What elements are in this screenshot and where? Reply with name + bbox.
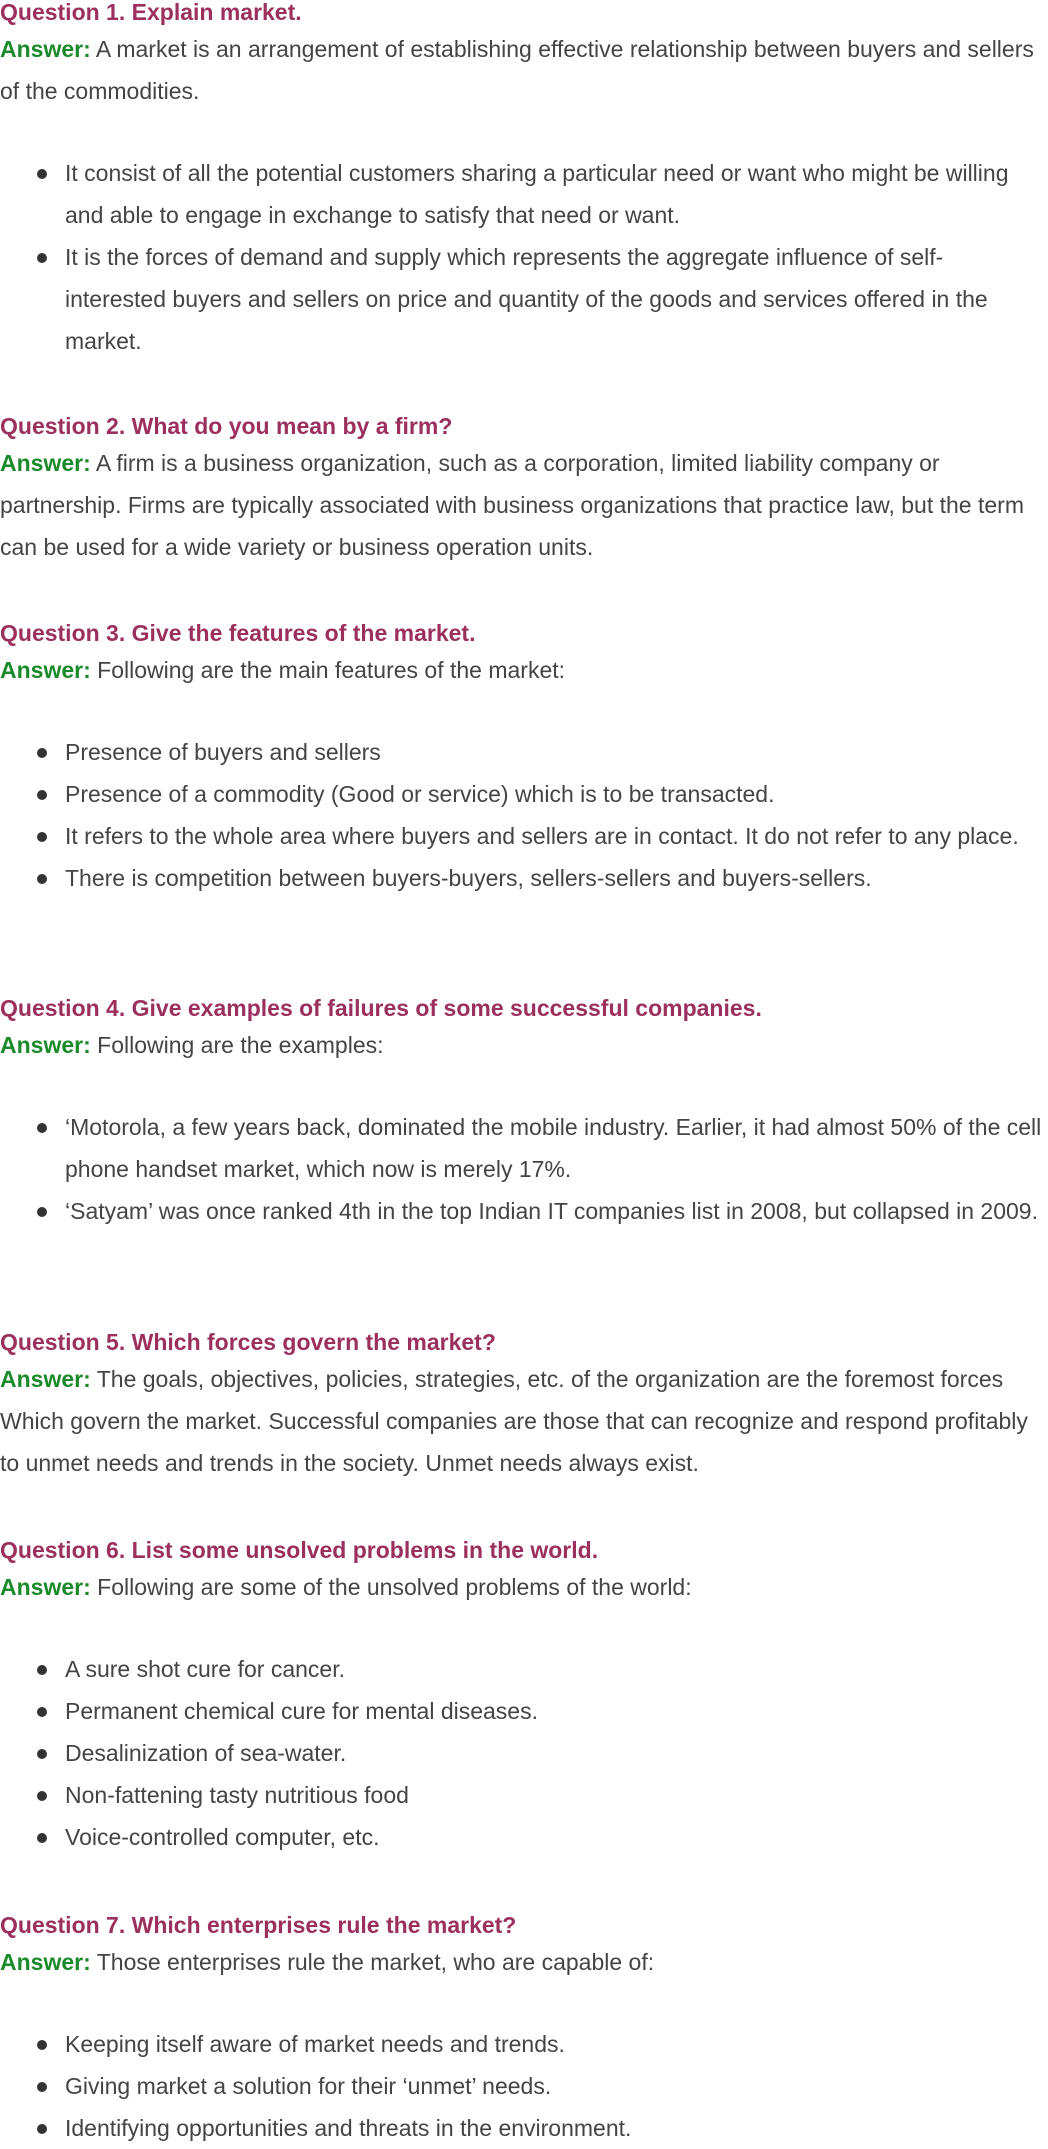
list-item (0, 1816, 1048, 1858)
list-item (0, 773, 1048, 815)
list-item (0, 2023, 1048, 2065)
list-item (0, 1190, 1048, 1232)
list-item-text: Identifying opportunities and threats in the environment. (65, 2115, 632, 2141)
answer-text: A firm is a business organization, such as a corporation, limited liability company or partnership. Firms are typically associated with business organizations that practice law, but the term can be used for a wide variety or business operation units. (0, 450, 1024, 560)
bullet-list (0, 2023, 1048, 2149)
answer-paragraph (0, 28, 1048, 112)
answer-paragraph (0, 1941, 1048, 1983)
question-heading: Question 4. Give examples of failures of some successful companies. (0, 995, 762, 1021)
answer-text: Following are the examples: (90, 1032, 384, 1058)
bullet-icon (37, 169, 47, 179)
bullet-list (0, 152, 1048, 362)
list-item (0, 2065, 1048, 2107)
bullet-list (0, 1648, 1048, 1858)
list-item-text: ‘Satyam’ was once ranked 4th in the top Indian IT companies list in 2008, but collapsed in 2009. (65, 1198, 1038, 1224)
answer-text: A market is an arrangement of establishing effective relationship between buyers and sellers of the commodities. (0, 36, 1034, 104)
qa-block-7 (0, 1909, 1048, 2149)
list-item-text: Voice-controlled computer, etc. (65, 1824, 380, 1850)
list-item-text: ‘Motorola, a few years back, dominated the mobile industry. Earlier, it had almost 50% of the cell phone handset market, which now is merely 17%. (65, 1114, 1042, 1182)
list-item (0, 1648, 1048, 1690)
answer-label: Answer: (0, 657, 91, 683)
qa-block-5 (0, 1326, 1048, 1484)
list-item (0, 152, 1048, 236)
list-item-text: A sure shot cure for cancer. (65, 1656, 345, 1682)
answer-text: Following are the main features of the market: (90, 657, 566, 683)
question-heading: Question 1. Explain market. (0, 0, 302, 25)
list-item-text: Desalinization of sea-water. (65, 1740, 347, 1766)
list-item-text: Presence of a commodity (Good or service) which is to be transacted. (65, 781, 775, 807)
list-item-text: Giving market a solution for their ‘unmet’ needs. (65, 2073, 552, 2099)
bullet-icon (37, 1123, 47, 1133)
list-item-text: It refers to the whole area where buyers and sellers are in contact. It do not refer to any place. (65, 823, 1019, 849)
list-item (0, 1732, 1048, 1774)
question-heading: Question 5. Which forces govern the market? (0, 1329, 496, 1355)
qa-block-2 (0, 410, 1048, 568)
list-item-text: It is the forces of demand and supply which represents the aggregate influence of self-interested buyers and sellers on price and quantity of the goods and services offered in the market. (65, 244, 988, 354)
list-item-text: Keeping itself aware of market needs and trends. (65, 2031, 565, 2057)
bullet-icon (37, 832, 47, 842)
list-item (0, 1106, 1048, 1190)
bullet-icon (37, 748, 47, 758)
bullet-icon (37, 2082, 47, 2092)
list-item-text: Permanent chemical cure for mental diseases. (65, 1698, 538, 1724)
question-heading: Question 6. List some unsolved problems in the world. (0, 1537, 599, 1563)
answer-paragraph (0, 442, 1048, 568)
bullet-icon (37, 1707, 47, 1717)
answer-label: Answer: (0, 1574, 91, 1600)
list-item (0, 731, 1048, 773)
list-item (0, 2107, 1048, 2149)
qa-block-1 (0, 0, 1048, 362)
bullet-icon (37, 1749, 47, 1759)
list-item-text: Non-fattening tasty nutritious food (65, 1782, 409, 1808)
bullet-icon (37, 1833, 47, 1843)
question-heading: Question 2. What do you mean by a firm? (0, 413, 453, 439)
answer-label: Answer: (0, 1949, 91, 1975)
answer-text: The goals, objectives, policies, strategies, etc. of the organization are the foremost forces Which govern the market. Successful companies are those that can recognize and respond profitably to unmet needs and trends in the society. Unmet needs always exist. (0, 1366, 1028, 1476)
bullet-icon (37, 874, 47, 884)
list-item-text: There is competition between buyers-buyers, sellers-sellers and buyers-sellers. (65, 865, 872, 891)
list-item (0, 1690, 1048, 1732)
bullet-icon (37, 2040, 47, 2050)
bullet-list (0, 1106, 1048, 1232)
list-item (0, 857, 1048, 899)
question-heading: Question 3. Give the features of the market. (0, 620, 476, 646)
list-item-text: Presence of buyers and sellers (65, 739, 381, 765)
qa-block-6 (0, 1534, 1048, 1858)
bullet-icon (37, 790, 47, 800)
question-heading: Question 7. Which enterprises rule the market? (0, 1912, 517, 1938)
answer-paragraph (0, 1358, 1048, 1484)
answer-text: Those enterprises rule the market, who are capable of: (90, 1949, 655, 1975)
answer-paragraph (0, 1566, 1048, 1608)
bullet-icon (37, 1791, 47, 1801)
qa-block-3 (0, 617, 1048, 899)
answer-label: Answer: (0, 1366, 91, 1392)
list-item-text: It consist of all the potential customers sharing a particular need or want who might be willing and able to engage in exchange to satisfy that need or want. (65, 160, 1009, 228)
bullet-icon (37, 253, 47, 263)
bullet-icon (37, 1207, 47, 1217)
answer-paragraph (0, 1024, 1048, 1066)
answer-paragraph (0, 649, 1048, 691)
answer-text: Following are some of the unsolved problems of the world: (90, 1574, 692, 1600)
answer-label: Answer: (0, 36, 91, 62)
answer-label: Answer: (0, 1032, 91, 1058)
qa-block-4 (0, 992, 1048, 1232)
bullet-list (0, 731, 1048, 899)
list-item (0, 236, 1048, 362)
bullet-icon (37, 2124, 47, 2134)
list-item (0, 815, 1048, 857)
bullet-icon (37, 1665, 47, 1675)
answer-label: Answer: (0, 450, 91, 476)
list-item (0, 1774, 1048, 1816)
